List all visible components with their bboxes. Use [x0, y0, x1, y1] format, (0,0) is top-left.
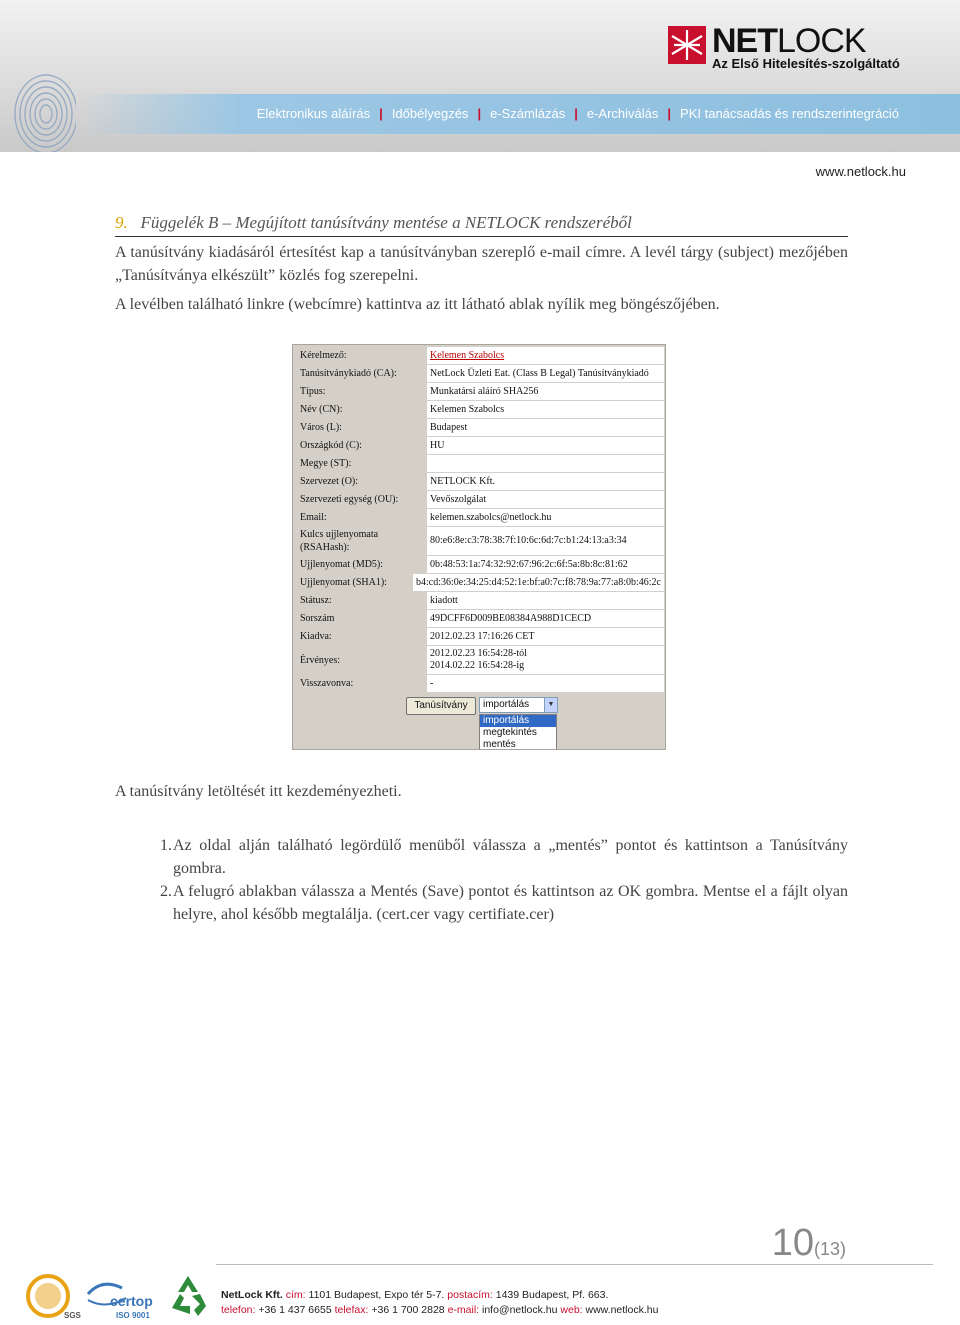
- nav-separator: |: [574, 106, 578, 121]
- nav-item-earchive[interactable]: e-Archiválás: [586, 106, 659, 121]
- field-value-text: NETLOCK Kft.: [430, 475, 495, 487]
- field-value: [427, 628, 664, 645]
- action-select-options: [479, 714, 557, 750]
- field-value-text: HU: [430, 439, 445, 451]
- nav-separator: |: [477, 106, 482, 121]
- footer-divider: [216, 1264, 933, 1265]
- field-label: Kulcs ujjlenyomata (RSAHash):: [300, 529, 379, 553]
- table-row: [296, 347, 664, 365]
- list-item: [115, 880, 848, 926]
- table-row: [296, 383, 664, 401]
- field-label: Ujjlenyomat (SHA1):: [300, 577, 387, 588]
- field-value: [413, 574, 664, 591]
- field-value: [427, 592, 664, 609]
- certificate-table: [296, 347, 664, 693]
- field-value-text: kiadott: [430, 594, 458, 606]
- field-value: [427, 383, 664, 400]
- table-row: [296, 509, 664, 527]
- email-label: e-mail:: [447, 1304, 480, 1316]
- chevron-down-icon[interactable]: ▼: [544, 698, 557, 712]
- email-link[interactable]: info@netlock.hu: [482, 1304, 558, 1316]
- field-value: [427, 509, 664, 526]
- list-item: [115, 834, 848, 880]
- website-link[interactable]: www.netlock.hu: [815, 164, 906, 179]
- postal-label: postacím:: [447, 1289, 493, 1301]
- address-label: cím:: [285, 1289, 306, 1301]
- field-label: Tanúsítványkiadó (CA):: [300, 368, 397, 379]
- paragraph-notification: A tanúsítvány kiadásáról értesítést kap a tanúsítványban szereplő e-mail címre. A levél tárgy (subject) mezőjében „Tanúsítványa elkészült” közlés fog szerepelni.: [115, 244, 848, 284]
- paragraph-link: A levélben található linkre (webcímre) kattintva az itt látható ablak nyílik meg böngészőjében.: [115, 296, 720, 313]
- nav-separator: |: [379, 106, 383, 121]
- table-row: [296, 419, 664, 437]
- field-value-text: -: [430, 677, 434, 689]
- svg-text:SGS: SGS: [64, 1311, 81, 1320]
- page-total: (13): [813, 1239, 846, 1259]
- field-label: Szervezeti egység (OU):: [300, 494, 399, 505]
- phone-label: telefon:: [221, 1304, 256, 1316]
- action-select-value: importálás: [483, 699, 530, 710]
- certificate-button[interactable]: Tanúsítvány: [406, 697, 476, 715]
- field-label: Típus:: [300, 386, 326, 397]
- field-value-text: Budapest: [430, 421, 468, 433]
- web-link[interactable]: www.netlock.hu: [585, 1304, 659, 1316]
- field-value: [427, 610, 664, 627]
- nav-item-pki[interactable]: PKI tanácsadás és rendszerintegráció: [680, 106, 899, 121]
- heading-text: Függelék B – Megújított tanúsítvány mentése a NETLOCK rendszeréből: [140, 213, 632, 232]
- heading-number: 9.: [115, 213, 128, 232]
- web-label: web:: [560, 1304, 583, 1316]
- field-label: Email:: [300, 512, 327, 523]
- select-option[interactable]: mentés: [483, 739, 516, 750]
- field-value: [427, 365, 664, 382]
- field-value-text: kelemen.szabolcs@netlock.hu: [430, 511, 552, 523]
- table-row: [296, 491, 664, 509]
- field-value: [427, 646, 664, 674]
- sgs-badge-icon: [28, 1276, 82, 1320]
- field-value: [427, 491, 664, 508]
- step-number: 1.: [160, 837, 172, 854]
- field-label: Kiadva:: [300, 631, 332, 642]
- field-label: Megye (ST):: [300, 458, 352, 469]
- field-value: [427, 437, 664, 454]
- download-caption: A tanúsítvány letöltését itt kezdeményezheti.: [115, 783, 402, 800]
- field-value-text: 2012.02.23 17:16:26 CET: [430, 630, 535, 642]
- field-label: Visszavonva:: [300, 678, 354, 689]
- field-value-text: 2012.02.23 16:54:28-tól: [430, 648, 527, 659]
- table-row: [296, 574, 664, 592]
- field-value-text: b4:cd:36:0e:34:25:d4:52:1e:bf:a0:7c:f8:78:9a:77:a8:0b:46:2c: [416, 576, 661, 588]
- step-text: A felugró ablakban válassza a Mentés (Save) pontot és kattintson az OK gombra. Mentse el a fájlt olyan helyre, ahol később megtalálja. (cert.cer vagy certifiate.cer): [173, 883, 848, 923]
- page-number: [772, 1222, 846, 1265]
- nav-item-einvoice[interactable]: e-Számlázás: [490, 106, 566, 121]
- logo-mark-icon: [668, 26, 706, 64]
- svg-text:certop: certop: [110, 1293, 153, 1309]
- table-row: [296, 610, 664, 628]
- nav-item-signature[interactable]: Elektronikus aláírás: [256, 106, 371, 121]
- table-row: [296, 455, 664, 473]
- table-row: [296, 556, 664, 574]
- field-label: Város (L):: [300, 422, 342, 433]
- nav-items: [248, 106, 908, 121]
- table-row: [296, 628, 664, 646]
- select-option[interactable]: importálás: [480, 715, 556, 727]
- header-banner: [0, 0, 960, 152]
- footer-contact: [221, 1288, 658, 1318]
- field-value-text: NetLock Üzleti Eat. (Class B Legal) Tanúsítványkiadó: [430, 367, 649, 379]
- field-value: [427, 419, 664, 436]
- table-row: [296, 675, 664, 693]
- step-text: Az oldal alján található legördülő menüből válassza a „mentés” pontot és kattintson a Tanúsítvány gombra.: [173, 837, 848, 877]
- nav-separator: |: [667, 106, 672, 121]
- phone-value: +36 1 437 6655: [258, 1304, 332, 1316]
- field-label: Érvényes:: [300, 654, 340, 666]
- table-row: [296, 592, 664, 610]
- field-value-text: 49DCFF6D009BE08384A988D1CECD: [430, 612, 592, 624]
- field-value-text: 80:e6:8e:c3:78:38:7f:10:6c:6d:7c:b1:24:13:a3:34: [430, 535, 627, 546]
- fingerprint-icon: [6, 70, 76, 152]
- field-label: Ujjlenyomat (MD5):: [300, 559, 384, 570]
- field-label: Szervezet (O):: [300, 476, 359, 487]
- action-select[interactable]: [479, 697, 558, 713]
- table-row: [296, 401, 664, 419]
- field-label: Országkód (C):: [300, 440, 362, 451]
- certification-badges: [22, 1270, 222, 1322]
- logo-tagline: Az Első Hitelesítés-szolgáltató: [712, 56, 900, 71]
- field-value: [427, 527, 664, 555]
- section-heading: [115, 213, 848, 237]
- field-label: Sorszám: [300, 613, 335, 624]
- nav-item-timestamp[interactable]: Időbélyegzés: [391, 106, 469, 121]
- footer-company: NetLock Kft.: [221, 1289, 283, 1301]
- table-row: [296, 437, 664, 455]
- field-value-text: 2014.02.22 16:54:28-ig: [430, 660, 525, 671]
- field-value-text: Vevőszolgálat: [430, 493, 487, 505]
- page-current: 10: [771, 1222, 814, 1264]
- fax-label: telefax:: [334, 1304, 369, 1316]
- field-label: Státusz:: [300, 595, 332, 606]
- field-value-text: Kelemen Szabolcs: [430, 403, 505, 415]
- field-value: [427, 455, 664, 472]
- field-label: Kérelmező:: [300, 350, 347, 361]
- steps-list: [115, 834, 848, 926]
- field-value[interactable]: [427, 347, 664, 364]
- address-value: 1101 Budapest, Expo tér 5-7.: [308, 1289, 445, 1301]
- recycle-icon: [172, 1276, 206, 1316]
- field-value-text: Kelemen Szabolcs: [430, 349, 505, 361]
- field-value-text: 0b:48:53:1a:74:32:92:67:96:2c:6f:5a:8b:8c:81:62: [430, 558, 628, 570]
- svg-text:ISO 9001: ISO 9001: [116, 1311, 150, 1320]
- field-value: [427, 556, 664, 573]
- field-label: Név (CN):: [300, 404, 343, 415]
- nav-bar: [80, 94, 960, 134]
- logo-text: NETLOCK: [712, 22, 866, 60]
- table-row: [296, 527, 664, 556]
- field-value: [427, 473, 664, 490]
- select-option[interactable]: megtekintés: [483, 727, 537, 738]
- field-value: [427, 401, 664, 418]
- table-row: [296, 365, 664, 383]
- step-number: 2.: [160, 883, 172, 900]
- certificate-details-screenshot: [292, 344, 666, 750]
- field-value: [427, 675, 664, 692]
- table-row: [296, 473, 664, 491]
- fax-value: +36 1 700 2828: [371, 1304, 445, 1316]
- field-value-text: Munkatársi aláíró SHA256: [430, 385, 539, 397]
- postal-value: 1439 Budapest, Pf. 663.: [495, 1289, 609, 1301]
- table-row: [296, 646, 664, 675]
- certop-badge-icon: [88, 1284, 153, 1320]
- netlock-logo[interactable]: [668, 22, 908, 71]
